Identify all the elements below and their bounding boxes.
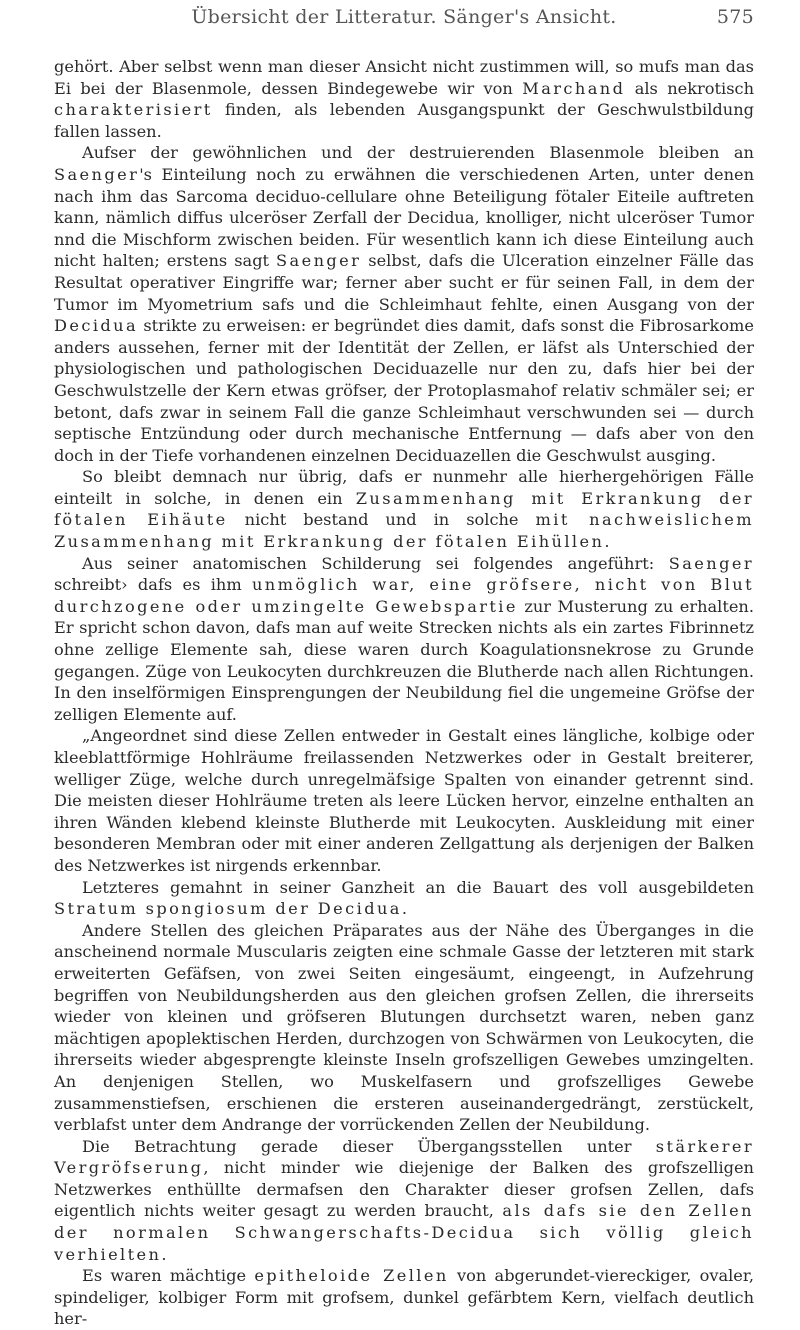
page-number: 575 <box>716 6 754 28</box>
text-run: nicht bestand und in solche <box>227 510 536 530</box>
text-run: zur Musterung zu erhalten. Er spricht schon davon, dafs man auf weite Strecken nichts als ein zartes Fibrinnetz ohne zellige Elemente sah, diese waren durch Koagulationsnekrose zu Grunde gegangen. Züge von Leukocyten durchkreuzen die Blutherde nach allen Richtungen. In den inselförmigen Einsprengungen der Neubildung fiel die ungemeine Gröfse der zelligen Elemente auf. <box>54 596 754 724</box>
spaced-emphasis: Zusammenhang mit Erkrankung der fötalen Eihäute <box>54 488 754 530</box>
text-run: finden, als lebenden Ausgangspunkt der Geschwulstbildung fallen lassen. <box>54 100 754 141</box>
text-run: selbst, dafs die Ulceration einzelner Fälle das Resultat operativer Eingriffe war; ferner aber sucht er für seinen Fall, in dem der Tumor im Myometrium safs und die Schleimhaut fehlte, einen Ausgang von der <box>54 251 754 314</box>
spaced-emphasis: stärkerer Vergröfserung <box>54 1136 754 1178</box>
text-run: Letzteres gemahnt in seiner Ganzheit an die Bauart des voll ausgebildeten <box>82 877 754 897</box>
spaced-emphasis: als dafs sie den Zellen der normalen Schwangerschafts-Decidua sich völlig gleich verhielten. <box>54 1201 754 1264</box>
text-run: Andere Stellen des gleichen Präparates aus der Nähe des Überganges in die anscheinend normale Muscularis zeigten eine schmale Gasse der letzteren mit stark erweiterten Gefäfsen, von zwei Seiten eingesäumt, eingeengt, in Aufzehrung begriffen von Neubildungsherden aus den gleichen grofsen Zellen, die ihrerseits wieder von kleinen und gröfseren Blutungen durchsetzt waren, neben ganz mächtigen apoplektischen Herden, durchzogen von Schwärmen von Leukocyten, die ihrerseits wieder abgesprengte kleinste Inseln grofszelligen Gewebes umzingelten. An denjenigen Stellen, wo Muskelfasern und grofszelliges Gewebe zusammenstiefsen, erschienen die ersteren auseinandergedrängt, zerstückelt, verblafst unter dem Andrange der vorrückenden Zellen der Neubildung. <box>54 920 754 1135</box>
paragraph <box>54 725 754 876</box>
text-run: Aus seiner anatomischen Schilderung sei folgendes angeführt: <box>82 553 669 573</box>
paragraph <box>54 920 754 1136</box>
text-run: Aufser der gewöhnlichen und der destruierenden Blasenmole bleiben an <box>82 143 754 163</box>
running-title: Übersicht der Litteratur. Sänger's Ansicht. <box>191 6 617 28</box>
spaced-emphasis: unmöglich war, eine gröfsere, nicht von Blut durchzogene oder umzingelte Gewebspartie <box>54 575 754 616</box>
spaced-emphasis: mit nachweislichem Zusammenhang mit Erkrankung der fötalen Eihüllen. <box>54 510 754 552</box>
text-run: „Angeordnet sind diese Zellen entweder in Gestalt eines längliche, kolbige oder kleeblattförmige Hohlräume freilassenden Netzwerkes oder in Gestalt breiterer, welliger Züge, welche durch unregelmäfsige Spalten von einander getrennt sind. Die meisten dieser Hohlräume treten als leere Lücken hervor, einzelne enthalten an ihren Wänden klebend kleinste Blutherde mit Leukocyten. Auskleidung mit einer besonderen Membran oder mit einer anderen Zellgattung als derjenigen der Balken des Netzwerkes ist nirgends erkennbar. <box>54 726 754 875</box>
text-run: strikte zu erweisen: er begründet dies damit, dafs sonst die Fibrosarkome anders aussehen, ferner mit der Identität der Zellen, er läfst als Unterschied der physiologischen und pathologischen Deciduazelle nur den zu, dafs hier bei der Geschwulstzelle der Kern etwas gröfser, der Protoplasmahof relativ schmäler sei; er betont, dafs zwar in seinem Fall die ganze Schleimhaut verschwunden sei — durch septische Entzündung oder durch mechanische Entfernung — dafs aber von den doch in der Tiefe vorhandenen einzelnen Deciduazellen die Geschwulst ausging. <box>54 316 754 465</box>
text-run: Die Betrachtung gerade dieser Übergangsstellen unter <box>82 1136 656 1156</box>
text-run: gehört. Aber selbst wenn man dieser Ansicht nicht zustimmen will, so mufs man das Ei bei der Blasenmole, dessen Bindegewebe wir von <box>54 57 754 98</box>
paragraph <box>54 466 754 552</box>
spaced-emphasis: Marchand <box>522 78 626 98</box>
paragraph <box>54 142 754 466</box>
spaced-emphasis: Saenger <box>54 164 140 184</box>
paragraph <box>54 553 754 726</box>
paragraph <box>54 56 754 142</box>
spaced-emphasis: Saenger <box>668 553 754 573</box>
spaced-emphasis: epitheloide Zellen <box>254 1266 449 1286</box>
text-run: von abgerundet-viereckiger, ovaler, spindeliger, kolbiger Form mit grofsem, dunkel gefärbtem Kern, vielfach deutlich her- <box>54 1266 754 1329</box>
text-run: So bleibt demnach nur übrig, dafs er nunmehr alle hierhergehörigen Fälle einteilt in solche, in denen ein <box>54 467 754 508</box>
paragraph <box>54 1265 754 1330</box>
text-run: 's Einteilung noch zu erwähnen die verschiedenen Arten, unter denen nach ihm das Sarcoma deciduo-cellulare ohne Beteiligung fötaler Eiteile auftreten kann, nämlich diffus ulceröser Zerfall der Decidua, knolliger, nicht ulceröser Tumor nnd die Mischform zwischen beiden. Für wesentlich kann ich diese Einteilung auch nicht halten; erstens sagt <box>54 164 754 271</box>
running-header <box>54 6 754 38</box>
spaced-emphasis: charakterisiert <box>54 100 213 120</box>
text-run: schreibt› dafs es ihm <box>54 575 252 595</box>
paragraph <box>54 1136 754 1266</box>
text-run: , nicht minder wie diejenige der Balken des grofszelligen Netzwerkes enthüllte dermafsen den Charakter dieser grofsen Zellen, dafs eigentlich nichts weiter gesagt zu werden braucht, <box>54 1158 754 1221</box>
spaced-emphasis: Saenger <box>276 251 362 271</box>
text-run: als nekrotisch <box>625 78 754 98</box>
spaced-emphasis: Decidua <box>54 316 139 336</box>
body-text <box>54 56 754 1330</box>
spaced-emphasis: Stratum spongiosum der Decidua. <box>54 899 410 919</box>
text-run: Es waren mächtige <box>82 1266 255 1286</box>
paragraph <box>54 877 754 920</box>
